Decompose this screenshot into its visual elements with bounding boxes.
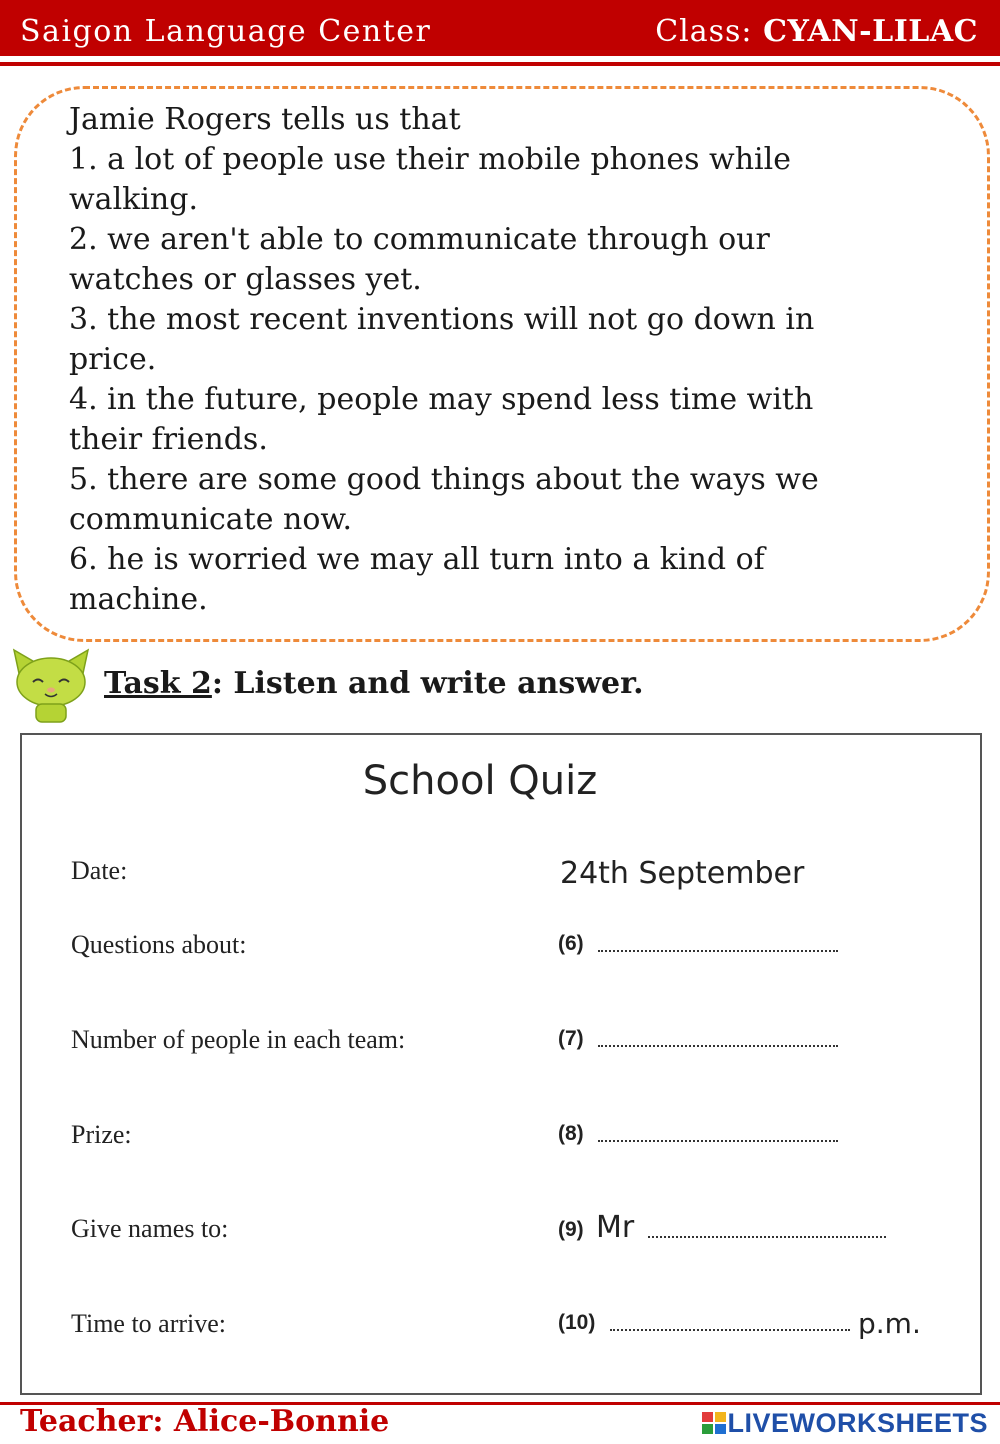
quiz-number-6: (6): [558, 932, 584, 955]
class-value: CYAN-LILAC: [763, 14, 978, 49]
quiz-row-questions: [0, 926, 1000, 966]
quiz-title: School Quiz: [362, 758, 598, 804]
quiz-number-8: (8): [558, 1122, 584, 1145]
statement-item-3: 3. the most recent inventions will not go down in price.: [69, 302, 815, 377]
quiz-label-team: Number of people in each team:: [71, 1025, 406, 1054]
quiz-row-names: [0, 1210, 1000, 1250]
liveworksheets-logo[interactable]: [701, 1408, 988, 1438]
statement-item-4: 4. in the future, people may spend less time with their friends.: [69, 382, 814, 457]
center-name: Saigon Language Center: [20, 14, 432, 49]
class-info: [655, 14, 978, 49]
statement-item-1: 1. a lot of people use their mobile phones while walking.: [69, 142, 791, 217]
liveworksheets-grid-icon: [701, 1411, 727, 1435]
quiz-number-10: (10): [558, 1311, 596, 1334]
statement-item-6: 6. he is worried we may all turn into a kind of machine.: [69, 542, 765, 617]
answer-blank-6[interactable]: [598, 950, 838, 952]
header-divider: [0, 62, 1000, 66]
statement-text: [69, 100, 849, 620]
quiz-row-prize: [0, 1116, 1000, 1156]
cat-face-icon: [8, 644, 94, 724]
quiz-number-7: (7): [558, 1027, 584, 1050]
quiz-label-names: Give names to:: [71, 1214, 229, 1243]
quiz-label-time: Time to arrive:: [71, 1309, 227, 1338]
quiz-row-date: [0, 852, 1000, 892]
quiz-row-team: [0, 1021, 1000, 1061]
quiz-answer-date: 24th September: [560, 856, 805, 891]
quiz-suffix-pm: p.m.: [858, 1307, 921, 1340]
header-bar: [0, 0, 1000, 56]
quiz-number-9: (9): [558, 1218, 584, 1241]
answer-blank-7[interactable]: [598, 1045, 838, 1047]
quiz-row-time: [0, 1305, 1000, 1345]
quiz-label-questions: Questions about:: [71, 930, 247, 959]
quiz-label-prize: Prize:: [71, 1120, 132, 1149]
statement-item-5: 5. there are some good things about the ways we communicate now.: [69, 462, 819, 537]
liveworksheets-text: LIVEWORKSHEETS: [727, 1407, 988, 1438]
quiz-prefix-mr: Mr: [596, 1210, 635, 1245]
teacher-name: Teacher: Alice-Bonnie: [20, 1404, 390, 1439]
task-instruction: : Listen and write answer.: [211, 666, 644, 701]
task-label: Task 2: [104, 666, 212, 701]
quiz-form: [20, 733, 982, 1395]
answer-blank-8[interactable]: [598, 1140, 838, 1142]
class-label: Class:: [655, 14, 753, 49]
answer-blank-9[interactable]: [648, 1236, 886, 1238]
statement-intro: Jamie Rogers tells us that: [69, 102, 461, 137]
statement-item-2: 2. we aren't able to communicate through our watches or glasses yet.: [69, 222, 770, 297]
quiz-label-date: Date:: [71, 856, 128, 885]
answer-blank-10[interactable]: [610, 1329, 850, 1331]
task-heading: [104, 666, 644, 701]
